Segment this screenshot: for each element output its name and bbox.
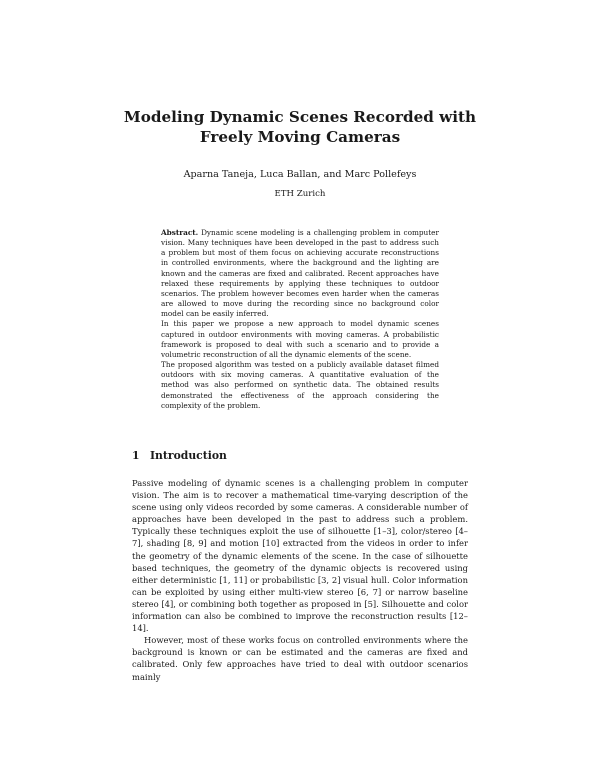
introduction-body bbox=[132, 477, 468, 683]
abstract-paragraph-2: In this paper we propose a new approach to model dynamic scenes captured in outdoor environments with moving cameras. A probabilistic framework is proposed to deal with such a scenario and to provide a volumetric reconstruction of all the dynamic elements of the scene. bbox=[161, 319, 439, 359]
intro-paragraph-1: Passive modeling of dynamic scenes is a challenging problem in computer vision. The aim is to recover a mathematical time-varying description of the scene using only videos recorded by some cameras. A considerable number of approaches have been developed in the past to address such a problem. Typically these techniques exploit the use of silhouette [1–3], color/stereo [4–7], shading [8, 9] and motion [10] extracted from the videos in order to infer the geometry of the dynamic elements of the scene. In the case of silhouette based techniques, the geometry of the dynamic objects is recovered using either deterministic [1, 11] or probabilistic [3, 2] visual hull. Color information can be exploited by using either multi-view stereo [6, 7] or narrow baseline stereo [4], or combining both together as proposed in [5]. Silhouette and color information can also be combined to improve the reconstruction results [12–14]. bbox=[132, 478, 468, 634]
section-number: 1 bbox=[132, 449, 140, 462]
section-heading-introduction bbox=[132, 449, 468, 463]
abstract-paragraph-1 bbox=[161, 228, 439, 319]
abstract-heading: Abstract. bbox=[161, 228, 199, 237]
paper-title: Modeling Dynamic Scenes Recorded with Freely Moving Cameras bbox=[123, 108, 477, 146]
abstract-paragraph-3: The proposed algorithm was tested on a publicly available dataset filmed outdoors with six moving cameras. A quantitative evaluation of the method was also performed on synthetic data. The obtained results demonstrated the effectiveness of the approach considering the complexity of the problem. bbox=[161, 360, 439, 410]
section-title: Introduction bbox=[150, 449, 227, 462]
paper-authors: Aparna Taneja, Luca Ballan, and Marc Pollefeys bbox=[183, 169, 417, 180]
paper-affiliation: ETH Zurich bbox=[274, 189, 326, 199]
intro-paragraph-2: However, most of these works focus on controlled environments where the background is known or can be estimated and the cameras are fixed and calibrated. Only few approaches have tried to deal with outdoor scenarios mainly bbox=[132, 635, 468, 682]
abstract-block bbox=[161, 228, 439, 411]
abstract-text-1: Dynamic scene modeling is a challenging problem in computer vision. Many techniques have been developed in the past to address such a problem but most of them focus on achieving accurate reconstructions in controlled environments, where the background and the lighting are known and the cameras are fixed and calibrated. Recent approaches have relaxed these requirements by applying these techniques to outdoor scenarios. The problem however becomes even harder when the cameras are allowed to move during the recording since no background color model can be easily inferred. bbox=[161, 228, 439, 319]
